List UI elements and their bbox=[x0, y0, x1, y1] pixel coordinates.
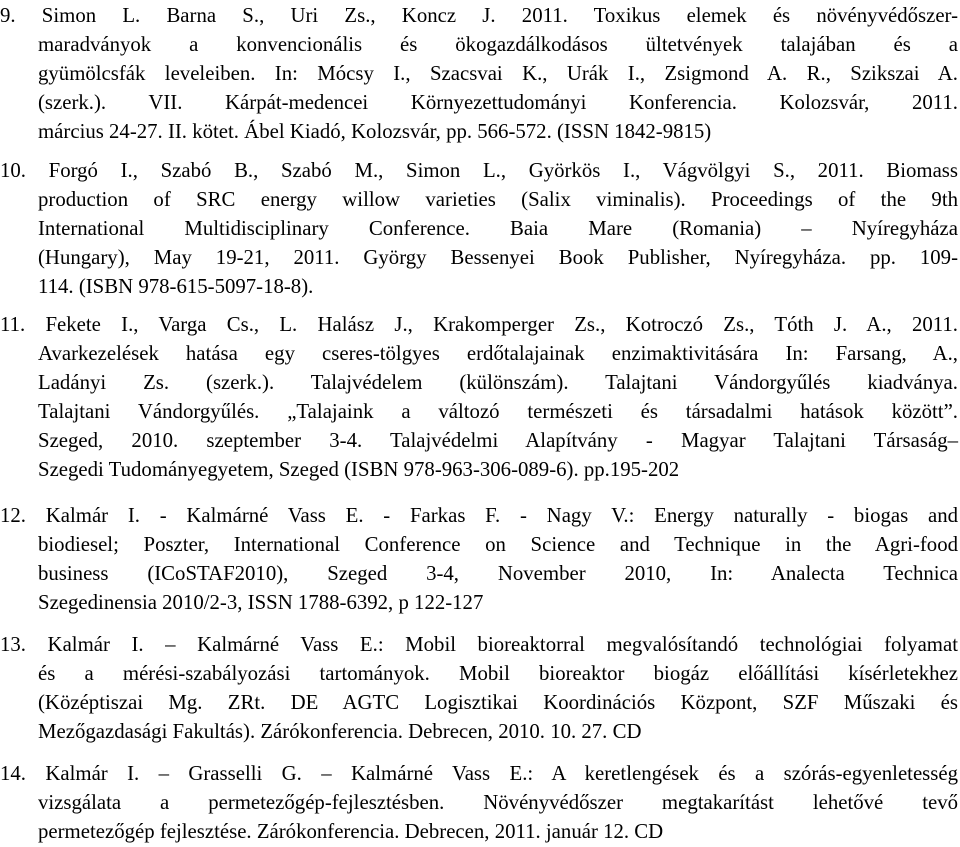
reference-line: 9. Simon L. Barna S., Uri Zs., Koncz J. 2011. Toxikus elemek és növényvédőszer- bbox=[0, 4, 958, 27]
reference-line: 11. Fekete I., Varga Cs., L. Halász J., Krakomperger Zs., Kotroczó Zs., Tóth J. A., 2011. bbox=[0, 313, 958, 336]
reference-line: 12. Kalmár I. - Kalmárné Vass E. - Farkas F. - Nagy V.: Energy naturally - biogas and bbox=[0, 504, 958, 527]
reference-line: Avarkezelések hatása egy cseres-tölgyes erdőtalajainak enzimaktivitására In: Farsang, A., bbox=[38, 342, 958, 365]
reference-line: gyümölcsfák leveleiben. In: Mócsy I., Szacsvai K., Urák I., Zsigmond A. R., Szikszai A. bbox=[38, 62, 958, 85]
reference-line: International Multidisciplinary Conference. Baia Mare (Romania) – Nyíregyháza bbox=[38, 217, 958, 240]
reference-line: Mezőgazdasági Fakultás). Zárókonferencia. Debrecen, 2010. 10. 27. CD bbox=[38, 720, 642, 743]
reference-line: (Hungary), May 19-21, 2011. György Bessenyei Book Publisher, Nyíregyháza. pp. 109- bbox=[38, 246, 958, 269]
reference-line: production of SRC energy willow varieties (Salix viminalis). Proceedings of the 9th bbox=[38, 188, 958, 211]
reference-line: biodiesel; Poszter, International Conference on Science and Technique in the Agri-food bbox=[38, 533, 958, 556]
reference-line: március 24-27. II. kötet. Ábel Kiadó, Kolozsvár, pp. 566-572. (ISSN 1842-9815) bbox=[38, 120, 712, 143]
reference-line: Ladányi Zs. (szerk.). Talajvédelem (különszám). Talajtani Vándorgyűlés kiadványa. bbox=[38, 371, 958, 394]
reference-line: permetezőgép fejlesztése. Zárókonferencia. Debrecen, 2011. január 12. CD bbox=[38, 820, 664, 843]
reference-line: 13. Kalmár I. – Kalmárné Vass E.: Mobil bioreaktorral megvalósítandó technológiai folyamat bbox=[0, 633, 958, 656]
reference-line: és a mérési-szabályozási tartományok. Mobil bioreaktor biogáz előállítási kísérletekhez bbox=[38, 662, 958, 685]
reference-line: Szeged, 2010. szeptember 3-4. Talajvédelmi Alapítvány - Magyar Talajtani Társaság– bbox=[38, 429, 958, 452]
reference-line: Talajtani Vándorgyűlés. „Talajaink a változó természeti és társadalmi hatások között”. bbox=[38, 400, 958, 423]
reference-line: (Középtiszai Mg. ZRt. DE AGTC Logisztikai Koordinációs Központ, SZF Műszaki és bbox=[38, 691, 958, 714]
reference-line: maradványok a konvencionális és ökogazdálkodásos ültetvények talajában és a bbox=[38, 33, 958, 56]
reference-line: vizsgálata a permetezőgép-fejlesztésben. Növényvédőszer megtakarítást lehetővé tevő bbox=[38, 791, 958, 814]
reference-line: business (ICoSTAF2010), Szeged 3-4, November 2010, In: Analecta Technica bbox=[38, 562, 958, 585]
reference-line: 14. Kalmár I. – Grasselli G. – Kalmárné Vass E.: A keretlengések és a szórás-egyenletesség bbox=[0, 762, 958, 785]
reference-line: Szegedinensia 2010/2-3, ISSN 1788-6392, p 122-127 bbox=[38, 591, 484, 614]
reference-line: Szegedi Tudományegyetem, Szeged (ISBN 978-963-306-089-6). pp.195-202 bbox=[38, 458, 680, 481]
reference-line: 10. Forgó I., Szabó B., Szabó M., Simon L., Györkös I., Vágvölgyi S., 2011. Biomass bbox=[0, 159, 958, 182]
reference-line: 114. (ISBN 978-615-5097-18-8). bbox=[38, 275, 314, 298]
reference-line: (szerk.). VII. Kárpát-medencei Környezettudományi Konferencia. Kolozsvár, 2011. bbox=[38, 91, 958, 114]
